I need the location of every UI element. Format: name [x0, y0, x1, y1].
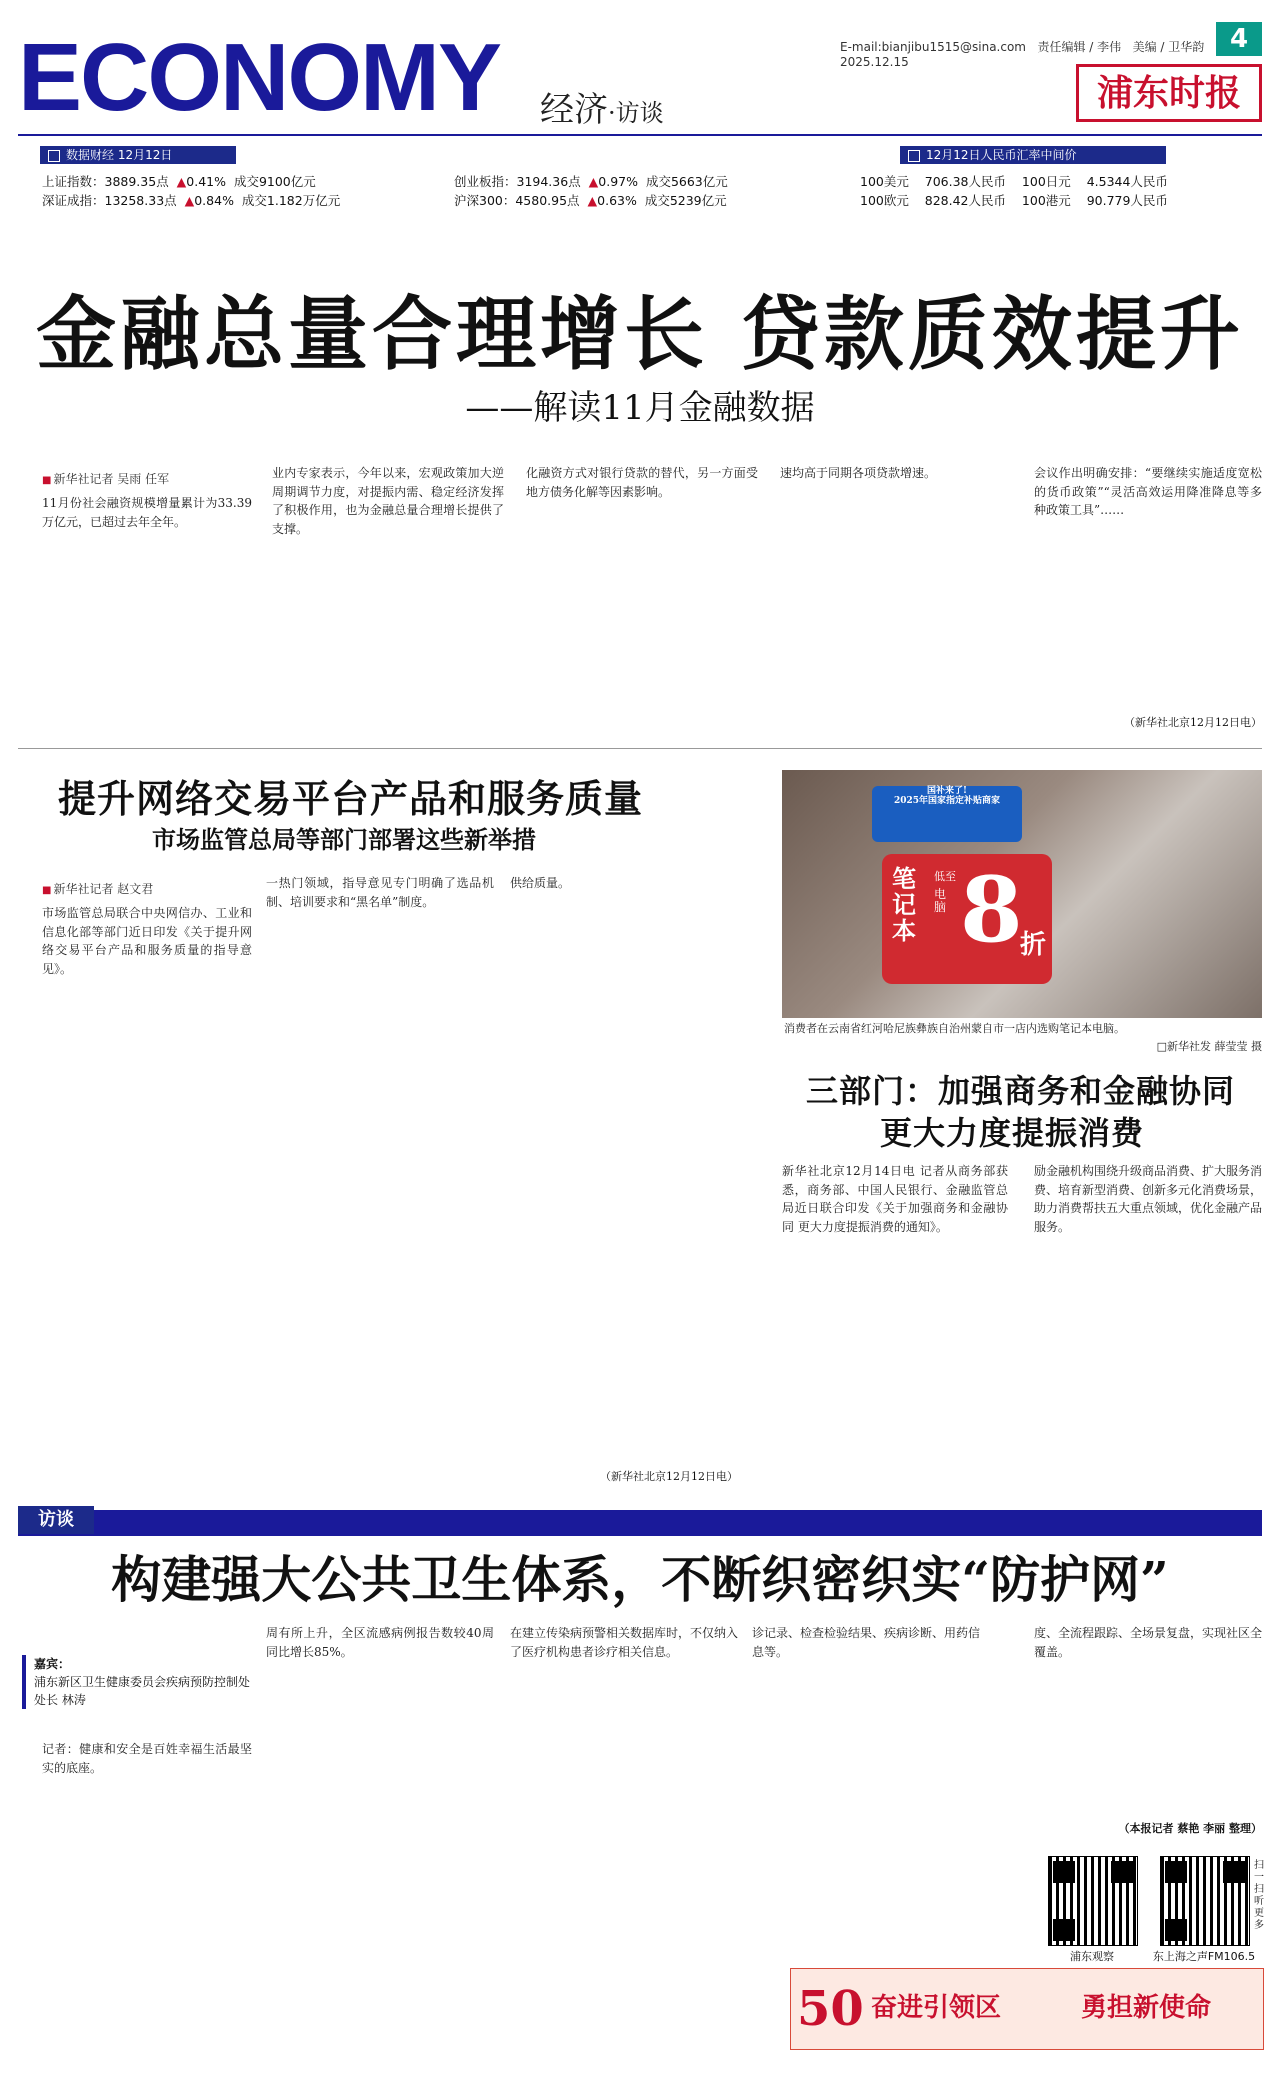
slogan-banner: 50 奋进引领区 勇担新使命 [790, 1968, 1264, 2050]
qr-code[interactable] [1160, 1856, 1250, 1946]
dateline: （本报记者 蔡艳 李丽 整理） [1118, 1822, 1262, 1835]
article-column: 诊记录、检查检验结果、疾病诊断、用药信息等。 [752, 1626, 980, 1659]
article-column: 市场监管总局联合中央网信办、工业和信息化部等部门近日印发《关于提升网络交易平台产品和服务质量的指导意见》。 [42, 906, 252, 976]
subheadline-finance: ——解读11月金融数据 [465, 388, 815, 428]
section-name: 经济·访谈 [540, 90, 664, 130]
guest-name: 浦东新区卫生健康委员会疾病预防控制处 处长 林涛 [34, 1675, 251, 1707]
section-title: ECONOMY [18, 24, 501, 131]
newspaper-logo: 浦东时报 [1076, 64, 1262, 122]
section-banner [18, 1510, 1262, 1536]
dateline: （新华社北京12月12日电） [600, 1470, 738, 1483]
article-column: 励金融机构围绕升级商品消费、扩大服务消费、培育新型消费、创新多元化消费场景，助力消费帮扶五大重点领域，优化金融产品服务。 [1034, 1164, 1262, 1234]
photo-credit: □新华社发 薛莹莹 摄 [1156, 1040, 1262, 1053]
article-column: 记者：健康和安全是百姓幸福生活最坚实的底座。 [42, 1742, 252, 1775]
article-column: 速均高于同期各项贷款增速。 [780, 466, 937, 480]
divider [18, 748, 1262, 749]
email[interactable]: E-mail:bianjibu1515@sina.com [840, 40, 1026, 54]
article-column: 化融资方式对银行贷款的替代，另一方面受地方债务化解等因素影响。 [526, 466, 758, 499]
qr-code[interactable] [1048, 1856, 1138, 1946]
market-row-2b: 沪深300：4580.95点 ▲0.63% 成交5239亿元 [454, 193, 727, 208]
designer: 美编 / 卫华韵 [1132, 40, 1205, 54]
article-column: 度、全流程跟踪、全场景复盘，实现社区全覆盖。 [1034, 1626, 1262, 1659]
promo-sign: 国补来了! 2025年国家指定补贴商家 [872, 786, 1022, 842]
headline-health: 构建强大公共卫生体系，不断织密织实“防护网” [111, 1550, 1169, 1609]
page-number: 4 [1216, 22, 1262, 56]
issue-date: 2025.12.15 [840, 55, 909, 69]
market-bar: 数据财经 12月12日 [40, 146, 236, 164]
discount-sign: 笔记本 低至 电脑 8 折 [882, 854, 1052, 984]
subheadline-platform: 市场监管总局等部门部署这些新举措 [152, 825, 536, 854]
dateline: （新华社北京12月12日电） [1124, 716, 1262, 729]
photo-caption: 消费者在云南省红河哈尼族彝族自治州蒙自市一店内选购笔记本电脑。 □新华社发 薛莹莹 摄 [784, 1022, 1262, 1053]
article-column: 周有所上升，全区流感病例报告数较40周同比增长85%。 [266, 1626, 494, 1659]
fx-bar: 12月12日人民币汇率中间价 [900, 146, 1166, 164]
news-photo [782, 770, 1262, 1018]
article-column: 业内专家表示，今年以来，宏观政策加大逆周期调节力度，对提振内需、稳定经济发挥了积极作用，也为金融总量合理增长提供了支撑。 [272, 466, 504, 536]
article-column: 11月份社会融资规模增量累计为33.39万亿元，已超过去年全年。 [42, 496, 252, 529]
interview-tag: 访谈 [18, 1506, 94, 1534]
article-column: 供给质量。 [510, 876, 571, 890]
headline-consumption: 三部门：加强商务和金融协同 [806, 1072, 1236, 1110]
headline-platform: 提升网络交易平台产品和服务质量 [58, 776, 644, 821]
article-column: 会议作出明确安排：“要继续实施适度宽松的货币政策”“灵活高效运用降准降息等多种政策工具”…… [1034, 466, 1262, 517]
headline-finance: 金融总量合理增长 贷款质效提升 [36, 287, 1244, 381]
qr-label: 浦东观察 [1070, 1950, 1114, 1963]
byline: ■ 新华社记者 吴雨 任军 [42, 470, 169, 487]
fx-row-2: 100欧元 828.42人民币 100港元 90.779人民币 [860, 193, 1168, 208]
market-row-2: 深证成指：13258.33点 ▲0.84% 成交1.182万亿元 [42, 193, 341, 208]
market-row-1b: 创业板指：3194.36点 ▲0.97% 成交5663亿元 [454, 174, 728, 189]
masthead-rule [18, 134, 1262, 136]
byline: ■ 新华社记者 赵文君 [42, 880, 153, 897]
market-row-1: 上证指数：3889.35点 ▲0.41% 成交9100亿元 [42, 174, 316, 189]
article-column: 新华社北京12月14日电 记者从商务部获悉，商务部、中国人民银行、金融监管总局近日联合印发《关于加强商务和金融协同 更大力度提振消费的通知》。 [782, 1164, 1008, 1234]
guest-box: 嘉宾： 浦东新区卫生健康委员会疾病预防控制处 处长 林涛 [22, 1655, 254, 1709]
editor: 责任编辑 / 李伟 [1037, 40, 1122, 54]
qr-label: 东上海之声FM106.5 [1152, 1950, 1256, 1963]
article-column: 在建立传染病预警相关数据库时，不仅纳入了医疗机构患者诊疗相关信息。 [510, 1626, 738, 1659]
headline-consumption-2: 更大力度提振消费 [880, 1114, 1145, 1152]
fx-row-1: 100美元 706.38人民币 100日元 4.5344人民币 [860, 174, 1168, 189]
qr-side-text: 扫一扫 听更多 [1254, 1860, 1264, 1931]
article-column: 一热门领域，指导意见专门明确了选品机制、培训要求和“黑名单”制度。 [266, 876, 494, 909]
